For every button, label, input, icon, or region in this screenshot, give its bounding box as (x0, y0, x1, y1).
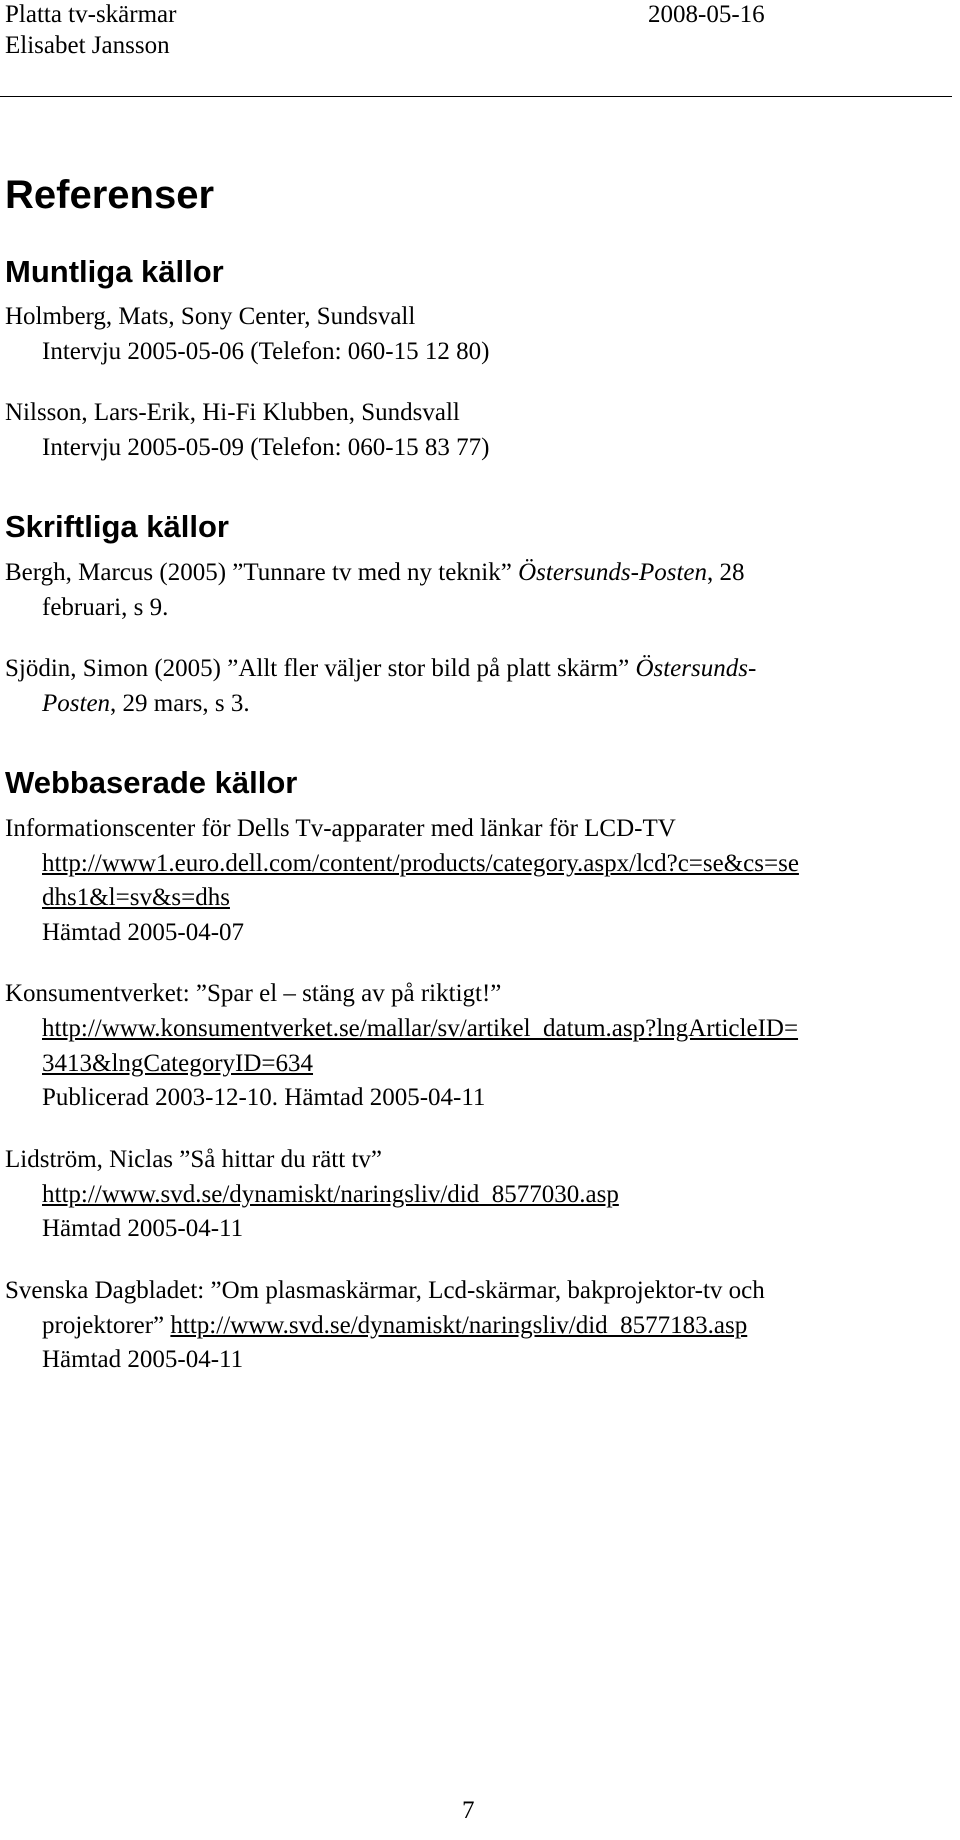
section-heading-oral: Muntliga källor (5, 254, 224, 289)
reference-oral-1-line-1: Holmberg, Mats, Sony Center, Sundsvall (5, 303, 416, 330)
reference-web-1-note: Hämtad 2005-04-07 (42, 919, 245, 946)
reference-oral-2-line-2: Intervju 2005-05-09 (Telefon: 060-15 83 77) (42, 434, 490, 461)
reference-web-1-link[interactable]: http://www1.euro.dell.com/content/products/category.aspx/lcd?c=se&cs=se (42, 850, 799, 877)
section-heading-web: Webbaserade källor (5, 765, 298, 800)
reference-written-1-line-1: Bergh, Marcus (2005) ”Tunnare tv med ny teknik” Östersunds-Posten, 28 (5, 559, 745, 586)
reference-web-2-text: Konsumentverket: ”Spar el – stäng av på riktigt!” (5, 980, 502, 1007)
page-header (0, 0, 960, 100)
reference-web-3-note: Hämtad 2005-04-11 (42, 1215, 244, 1242)
page-title: Referenser (5, 173, 215, 217)
header-author: Elisabet Jansson (5, 32, 170, 59)
reference-web-4-note: Hämtad 2005-04-11 (42, 1346, 244, 1373)
reference-web-2-link-cont[interactable]: 3413&lngCategoryID=634 (42, 1050, 314, 1077)
reference-web-3-link[interactable]: http://www.svd.se/dynamiskt/naringsliv/did_8577030.asp (42, 1181, 619, 1208)
reference-web-4-line-2: projektorer” http://www.svd.se/dynamiskt/naringsliv/did_8577183.asp (42, 1312, 748, 1339)
header-date: 2008-05-16 (648, 1, 765, 28)
section-heading-written: Skriftliga källor (5, 509, 229, 544)
reference-written-2-line-2: Posten, 29 mars, s 3. (42, 690, 250, 717)
reference-web-3-text: Lidström, Niclas ”Så hittar du rätt tv” (5, 1146, 382, 1173)
reference-oral-2-line-1: Nilsson, Lars-Erik, Hi-Fi Klubben, Sundsvall (5, 399, 460, 426)
page-number: 7 (462, 1797, 475, 1824)
reference-web-1-link-cont[interactable]: dhs1&l=sv&s=dhs (42, 884, 230, 911)
header-divider (0, 96, 952, 97)
reference-web-2-link[interactable]: http://www.konsumentverket.se/mallar/sv/artikel_datum.asp?lngArticleID= (42, 1015, 799, 1042)
reference-web-1-text: Informationscenter för Dells Tv-apparater med länkar för LCD-TV (5, 815, 676, 842)
reference-web-4-link[interactable]: http://www.svd.se/dynamiskt/naringsliv/did_8577183.asp (170, 1312, 748, 1339)
reference-oral-1-line-2: Intervju 2005-05-06 (Telefon: 060-15 12 80) (42, 338, 490, 365)
reference-web-4-text: Svenska Dagbladet: ”Om plasmaskärmar, Lcd-skärmar, bakprojektor-tv och (5, 1277, 765, 1304)
reference-web-2-note: Publicerad 2003-12-10. Hämtad 2005-04-11 (42, 1084, 486, 1111)
header-title: Platta tv-skärmar (5, 1, 177, 28)
reference-written-2-line-1: Sjödin, Simon (2005) ”Allt fler väljer stor bild på platt skärm” Östersunds- (5, 655, 757, 682)
reference-written-1-line-2: februari, s 9. (42, 594, 169, 621)
